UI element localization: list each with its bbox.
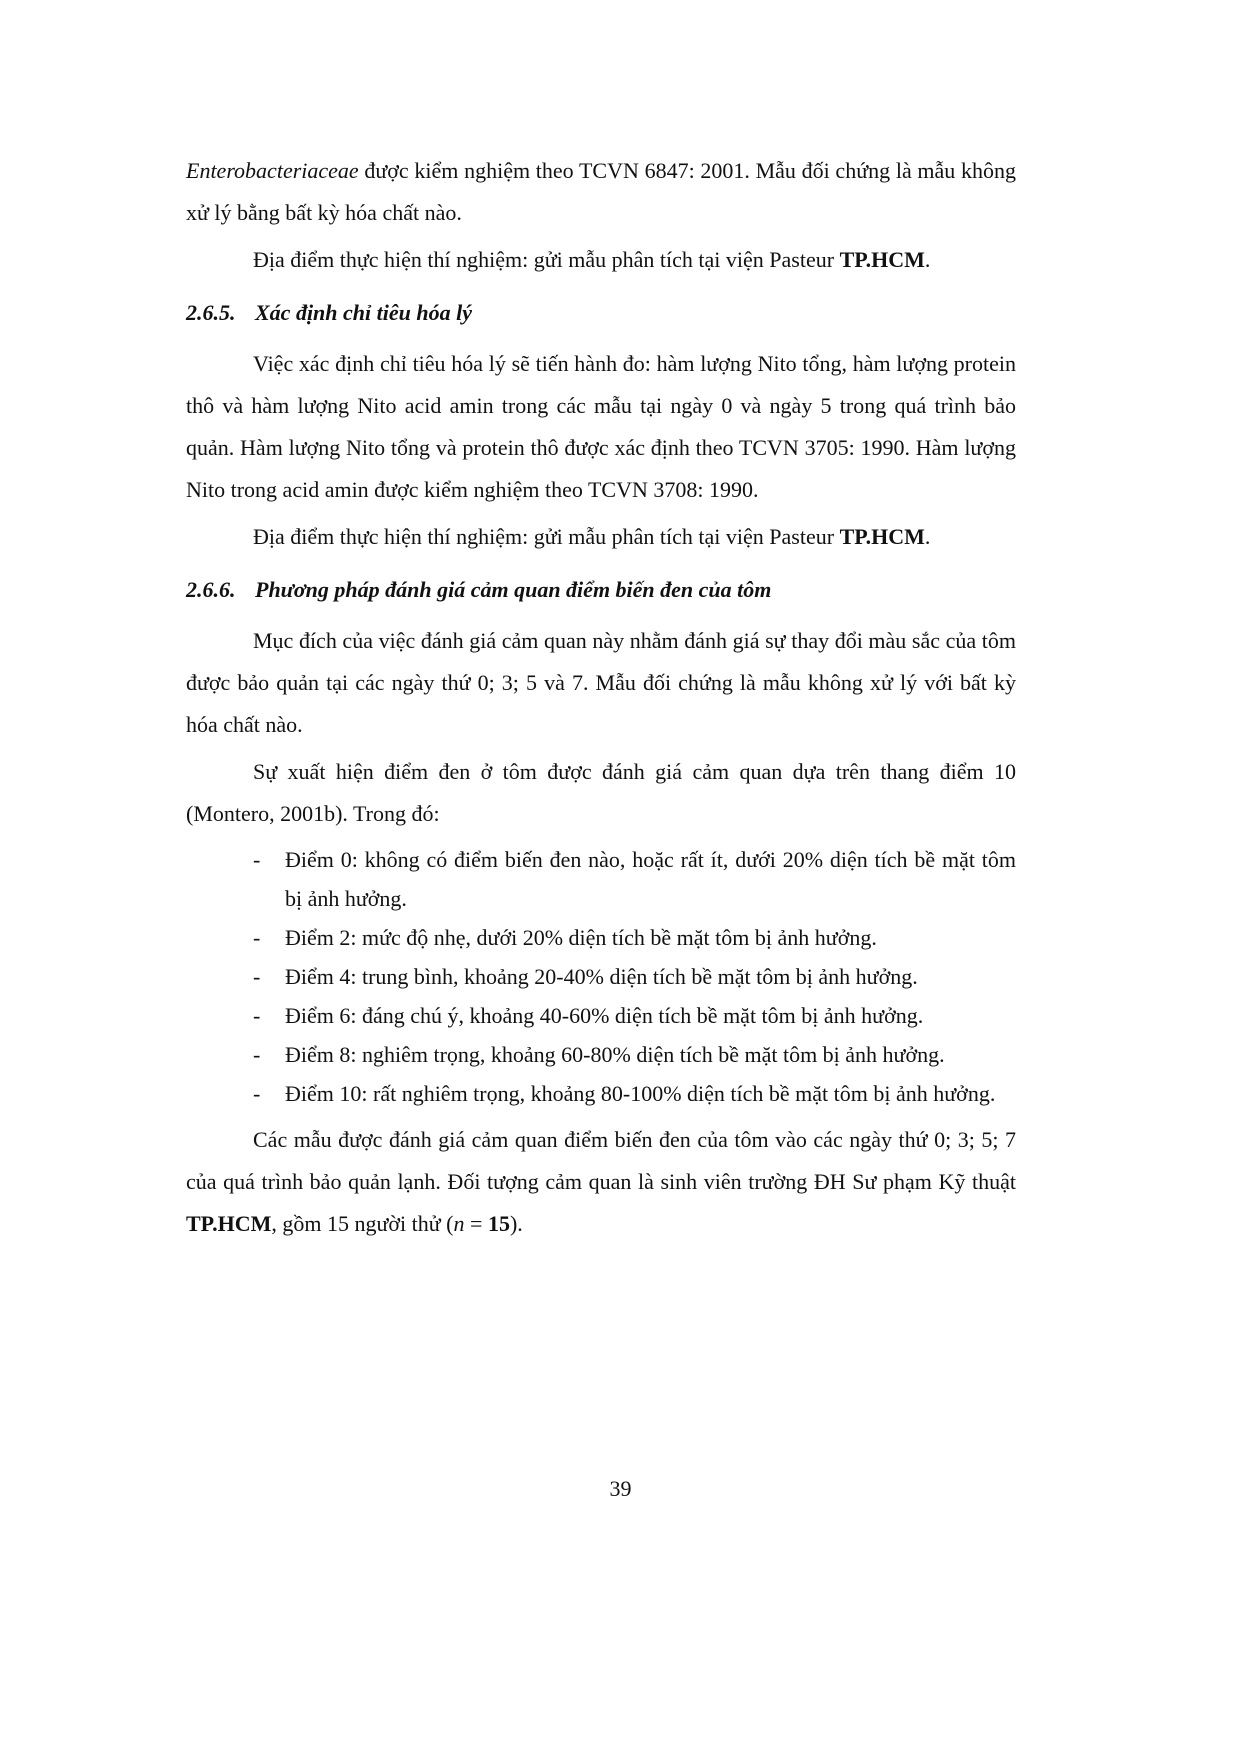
paragraph bbox=[186, 1119, 1016, 1245]
text-run: n bbox=[453, 1211, 465, 1236]
text-run: Địa điểm thực hiện thí nghiệm: gửi mẫu phân tích tại viện Pasteur bbox=[253, 247, 840, 272]
text-run: Các mẫu được đánh giá cảm quan điểm biến đen của tôm vào các ngày thứ 0; 3; 5; 7 của quá trình bảo quản lạnh. Đối tượng cảm quan là sinh viên trường ĐH Sư phạm Kỹ thuật bbox=[186, 1127, 1016, 1194]
page-number: 39 bbox=[609, 1476, 632, 1501]
list-item bbox=[186, 840, 1016, 918]
paragraph bbox=[186, 620, 1016, 746]
text-run: Enterobacteriaceae bbox=[186, 158, 359, 183]
text-run: được kiểm nghiệm theo TCVN 6847: 2001. Mẫu đối chứng là mẫu không xử lý bằng bất kỳ hóa chất nào. bbox=[186, 158, 1016, 225]
text-run: 15 bbox=[487, 1211, 510, 1236]
list-item-text: Điểm 0: không có điểm biến đen nào, hoặc rất ít, dưới 20% diện tích bề mặt tôm bị ảnh hưởng. bbox=[285, 847, 1016, 911]
list-item bbox=[186, 996, 1016, 1035]
text-run: Sự xuất hiện điểm đen ở tôm được đánh giá cảm quan dựa trên thang điểm 10 (Montero, 2001b). Trong đó: bbox=[186, 759, 1016, 826]
paragraph bbox=[186, 343, 1016, 511]
dash-bullet-icon: - bbox=[253, 925, 261, 950]
list-item-text: Điểm 8: nghiêm trọng, khoảng 60-80% diện tích bề mặt tôm bị ảnh hưởng. bbox=[285, 1042, 945, 1067]
dash-bullet-icon: - bbox=[253, 1042, 261, 1067]
list-item-text: Điểm 10: rất nghiêm trọng, khoảng 80-100% diện tích bề mặt tôm bị ảnh hưởng. bbox=[285, 1081, 996, 1106]
paragraph bbox=[186, 516, 1016, 558]
dash-bullet-icon: - bbox=[253, 964, 261, 989]
text-run: Mục đích của việc đánh giá cảm quan này nhằm đánh giá sự thay đổi màu sắc của tôm được bảo quản tại các ngày thứ 0; 3; 5 và 7. Mẫu đối chứng là mẫu không xử lý với bất kỳ hóa chất nào. bbox=[186, 628, 1016, 737]
heading-title: Phương pháp đánh giá cảm quan điểm biến đen của tôm bbox=[255, 577, 772, 602]
text-run: = bbox=[464, 1211, 488, 1236]
list-item bbox=[186, 1074, 1016, 1113]
section-heading bbox=[186, 569, 1016, 611]
text-run: ). bbox=[509, 1211, 523, 1236]
text-run: . bbox=[924, 247, 931, 272]
text-run: TP.HCM bbox=[186, 1211, 272, 1236]
bullet-list bbox=[186, 840, 1016, 1113]
text-run: . bbox=[924, 524, 931, 549]
dash-bullet-icon: - bbox=[253, 1003, 261, 1028]
list-item-text: Điểm 2: mức độ nhẹ, dưới 20% diện tích bề mặt tôm bị ảnh hưởng. bbox=[285, 925, 877, 950]
text-run: Địa điểm thực hiện thí nghiệm: gửi mẫu phân tích tại viện Pasteur bbox=[253, 524, 840, 549]
paragraph bbox=[186, 239, 1016, 281]
text-run: Việc xác định chỉ tiêu hóa lý sẽ tiến hành đo: hàm lượng Nito tổng, hàm lượng protein thô và hàm lượng Nito acid amin trong các mẫu tại ngày 0 và ngày 5 trong quá trình bảo quản. Hàm lượng Nito tổng và protein thô được xác định theo TCVN 3705: 1990. Hàm lượng Nito trong acid amin được kiểm nghiệm theo TCVN 3708: 1990. bbox=[186, 351, 1016, 502]
dash-bullet-icon: - bbox=[253, 847, 261, 872]
list-item bbox=[186, 957, 1016, 996]
page-footer bbox=[0, 1468, 1241, 1510]
paragraph bbox=[186, 150, 1016, 234]
heading-number: 2.6.6. bbox=[186, 577, 236, 602]
document-content bbox=[186, 150, 1016, 1250]
heading-title: Xác định chỉ tiêu hóa lý bbox=[255, 300, 472, 325]
list-item bbox=[186, 918, 1016, 957]
paragraph bbox=[186, 751, 1016, 835]
text-run: TP.HCM bbox=[839, 247, 925, 272]
text-run: TP.HCM bbox=[839, 524, 925, 549]
list-item-text: Điểm 4: trung bình, khoảng 20-40% diện tích bề mặt tôm bị ảnh hưởng. bbox=[285, 964, 918, 989]
dash-bullet-icon: - bbox=[253, 1081, 261, 1106]
text-run: , gồm 15 người thử ( bbox=[271, 1211, 454, 1236]
list-item bbox=[186, 1035, 1016, 1074]
heading-number: 2.6.5. bbox=[186, 300, 236, 325]
section-heading bbox=[186, 292, 1016, 334]
list-item-text: Điểm 6: đáng chú ý, khoảng 40-60% diện tích bề mặt tôm bị ảnh hưởng. bbox=[285, 1003, 924, 1028]
